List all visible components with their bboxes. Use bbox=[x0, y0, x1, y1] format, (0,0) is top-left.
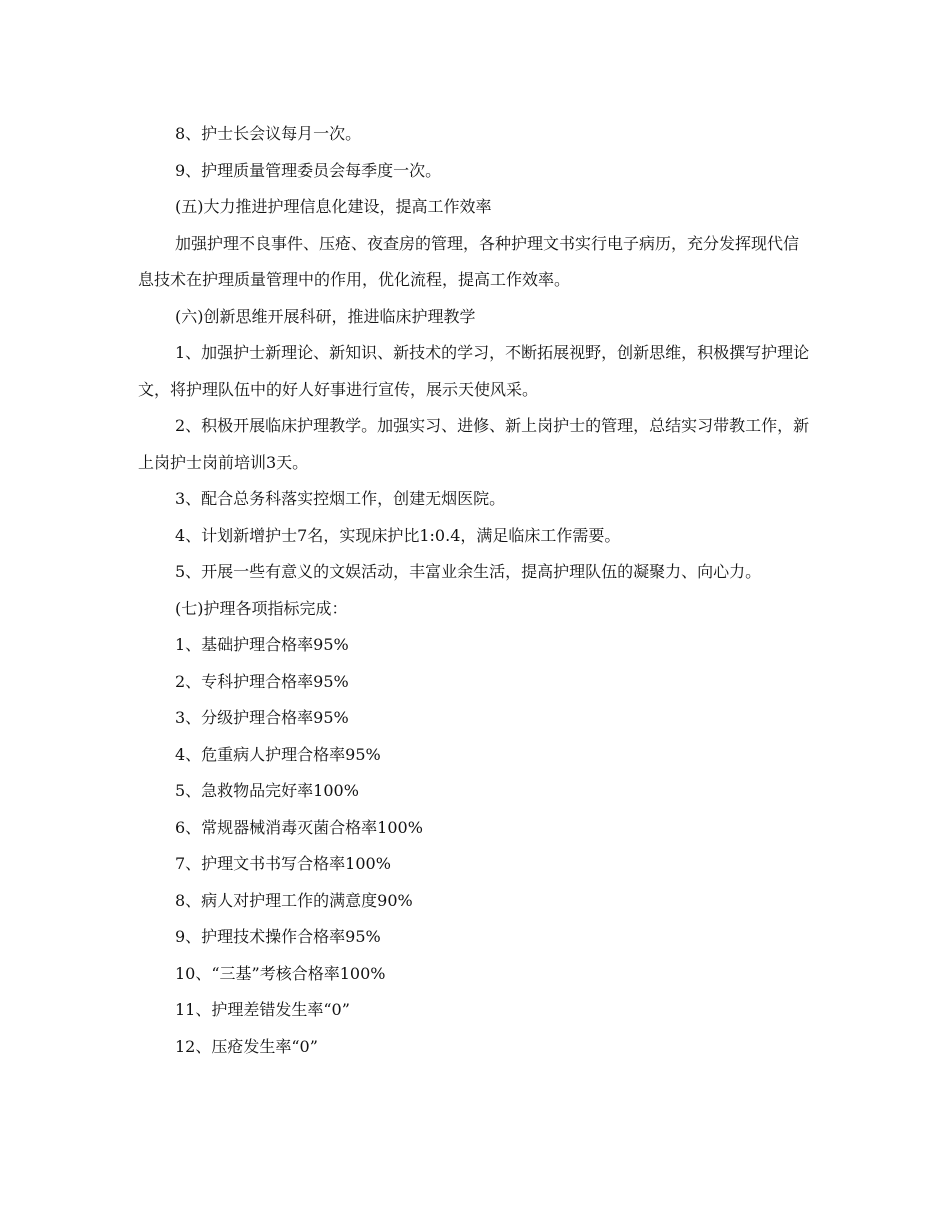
indicator-item: 12、压疮发生率“0” bbox=[175, 1036, 318, 1056]
indicator-item: 6、常规器械消毒灭菌合格率100% bbox=[175, 817, 423, 837]
indicator-item: 9、护理技术操作合格率95% bbox=[175, 927, 381, 946]
section-heading-research-teaching: (六)创新思维开展科研，推进临床护理教学 bbox=[175, 306, 476, 326]
paragraph-informatization: 加强护理不良事件、压疮、夜查房的管理，各种护理文书实行电子病历，充分发挥现代信息技术在护理质量管理中的作用，优化流程，提高工作效率。 bbox=[138, 233, 800, 289]
list-item-quality-committee: 9、护理质量管理委员会每季度一次。 bbox=[175, 160, 442, 180]
indicator-item: 10、“三基”考核合格率100% bbox=[175, 963, 386, 983]
indicator-item: 1、基础护理合格率95% bbox=[175, 635, 349, 654]
document-body bbox=[138, 116, 810, 1065]
indicator-item: 3、分级护理合格率95% bbox=[175, 708, 349, 727]
list-item-activities: 5、开展一些有意义的文娱活动，丰富业余生活，提高护理队伍的凝聚力、向心力。 bbox=[175, 562, 762, 581]
indicator-item: 11、护理差错发生率“0” bbox=[175, 1000, 350, 1019]
list-item-smoke-control: 3、配合总务科落实控烟工作，创建无烟医院。 bbox=[175, 489, 506, 508]
indicator-item: 5、急救物品完好率100% bbox=[175, 781, 359, 800]
indicator-item: 8、病人对护理工作的满意度90% bbox=[175, 890, 413, 910]
indicator-item: 4、危重病人护理合格率95% bbox=[175, 744, 381, 764]
indicator-item: 7、护理文书书写合格率100% bbox=[175, 854, 391, 873]
list-item-clinical-teaching: 2、积极开展临床护理教学。加强实习、进修、新上岗护士的管理，总结实习带教工作，新上岗护士岗前培训3天。 bbox=[138, 416, 810, 472]
list-item-learning: 1、加强护士新理论、新知识、新技术的学习，不断拓展视野，创新思维，积极撰写护理论文，将护理队伍中的好人好事进行宣传，展示天使风采。 bbox=[138, 343, 810, 399]
section-heading-indicators: (七)护理各项指标完成： bbox=[175, 598, 348, 618]
section-heading-informatization: (五)大力推进护理信息化建设，提高工作效率 bbox=[175, 197, 492, 216]
indicator-item: 2、专科护理合格率95% bbox=[175, 671, 349, 691]
list-item-new-nurses: 4、计划新增护士7名，实现床护比1:0.4，满足临床工作需要。 bbox=[175, 525, 621, 545]
list-item-head-nurse-meeting: 8、护士长会议每月一次。 bbox=[175, 124, 362, 143]
